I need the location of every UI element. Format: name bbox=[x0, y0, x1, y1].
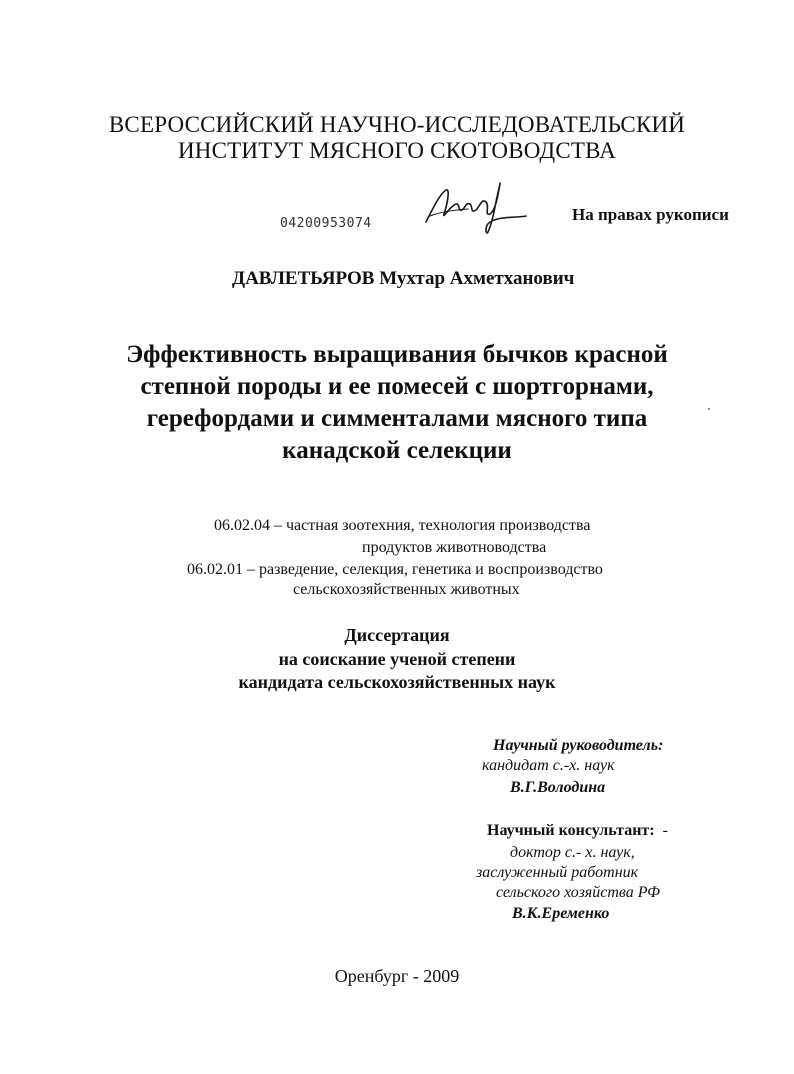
degree-name-line: кандидата сельскохозяйственных наук bbox=[238, 672, 556, 692]
handwritten-signature bbox=[420, 176, 530, 246]
dissertation-title-line-4: канадской селекции bbox=[282, 437, 512, 464]
supervisor-heading: Научный руководитель: bbox=[493, 737, 664, 754]
consultant-title-line-2: сельского хозяйства РФ bbox=[496, 884, 660, 901]
consultant-heading bbox=[487, 820, 668, 842]
manuscript-rights-label: На правах рукописи bbox=[572, 205, 729, 224]
institute-name-line-1: ВСЕРОССИЙСКИЙ НАУЧНО-ИССЛЕДОВАТЕЛЬСКИЙ bbox=[108, 112, 686, 137]
specialty-1-line-2: продуктов животноводства bbox=[362, 539, 547, 556]
author-surname: ДАВЛЕТЬЯРОВ bbox=[232, 268, 375, 289]
consultant-heading-text: Научный консультант: bbox=[487, 822, 655, 839]
degree-sought-line: на соискание ученой степени bbox=[278, 649, 516, 669]
consultant-name: В.К.Еременко bbox=[512, 905, 610, 922]
consultant-degree: доктор с.- х. наук, bbox=[510, 844, 635, 861]
archive-stamp-number: 04200953074 bbox=[280, 216, 372, 231]
specialty-2-line-1: 06.02.01 – разведение, селекция, генетика и воспроизводство bbox=[187, 561, 603, 578]
dissertation-title-line-1: Эффективность выращивания бычков красной bbox=[126, 341, 668, 368]
supervisor-degree: кандидат с.-х. наук bbox=[482, 757, 615, 774]
author-name bbox=[232, 268, 574, 290]
city-year-footer: Оренбург - 2009 bbox=[334, 966, 460, 986]
dissertation-title-line-2: степной породы и ее помесей с шортгорнами, bbox=[140, 373, 654, 400]
institute-name-line-2: ИНСТИТУТ МЯСНОГО СКОТОВОДСТВА bbox=[177, 138, 617, 163]
dissertation-label: Диссертация bbox=[344, 625, 450, 645]
specialty-2-line-2: сельскохозяйственных животных bbox=[293, 581, 520, 598]
author-given-names: Мухтар Ахметханович bbox=[379, 268, 575, 289]
scan-speck bbox=[708, 408, 710, 410]
specialty-1-line-1: 06.02.04 – частная зоотехния, технология производства bbox=[214, 517, 591, 534]
consultant-heading-dash: - bbox=[662, 822, 668, 839]
supervisor-name: В.Г.Володина bbox=[510, 779, 606, 796]
consultant-title-line-1: заслуженный работник bbox=[476, 864, 639, 881]
dissertation-title-line-3: герефордами и симменталами мясного типа bbox=[146, 405, 648, 432]
